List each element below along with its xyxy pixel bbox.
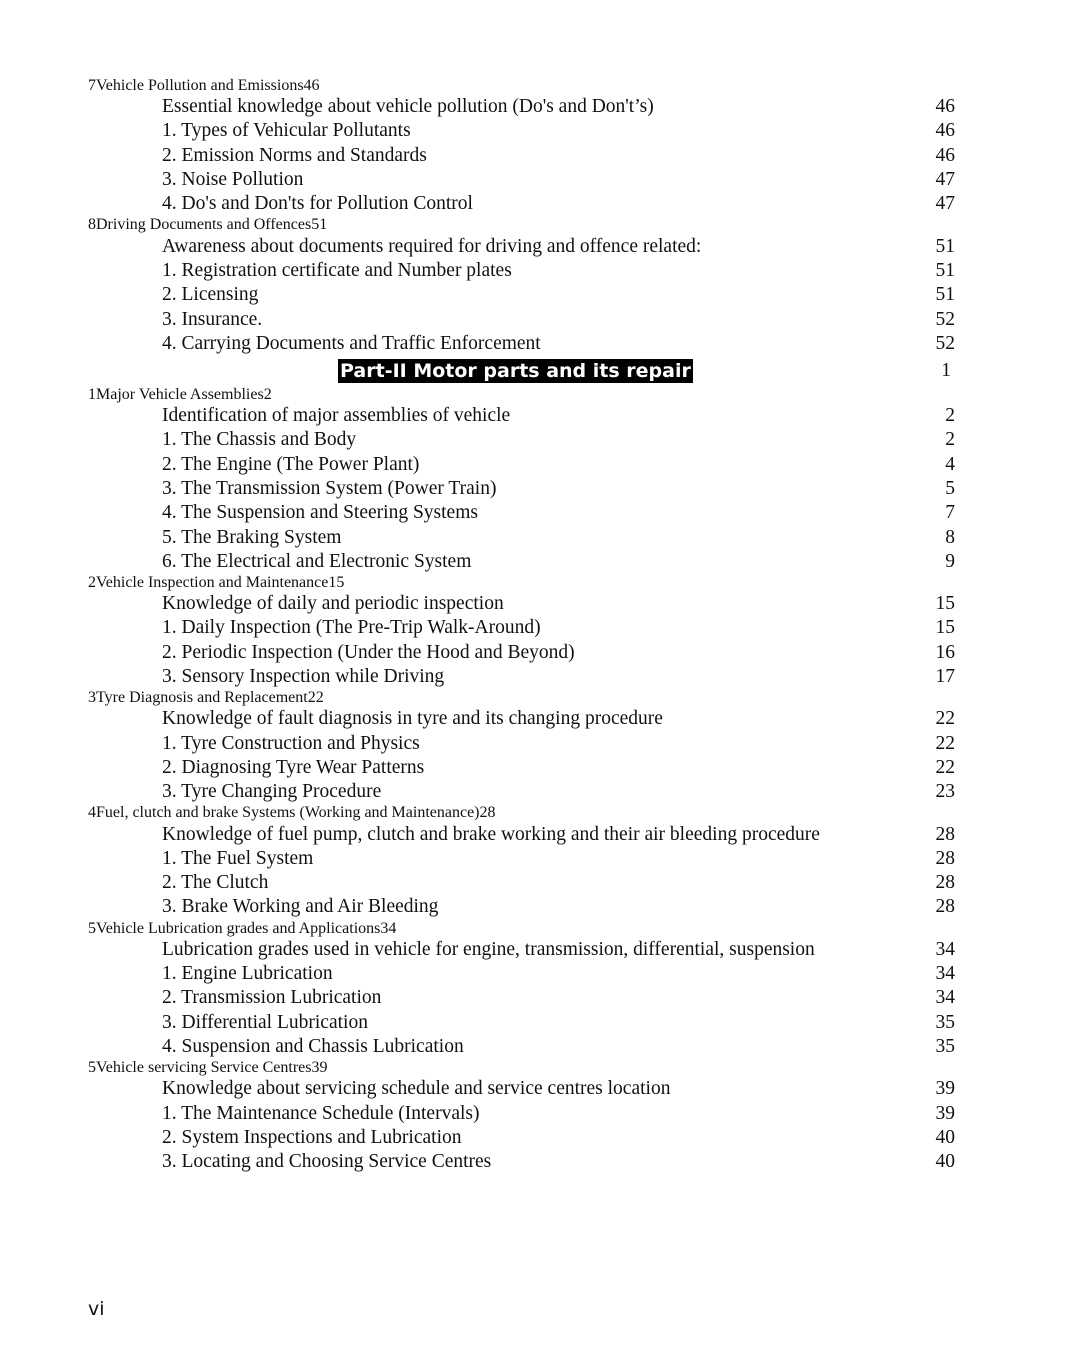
page-ref: 51 (935, 284, 955, 306)
item-title: 3. The Transmission System (Power Train) (162, 478, 497, 499)
chapter-row (88, 216, 995, 234)
item-title: 2. Periodic Inspection (Under the Hood and Beyond) (162, 641, 575, 663)
chapter-number: 4 (88, 804, 96, 822)
page-ref: 39 (311, 1059, 328, 1077)
item-title: 1. Daily Inspection (The Pre-Trip Walk-Around) (162, 617, 541, 639)
page-ref: 34 (380, 919, 397, 937)
page-ref: 22 (935, 732, 955, 754)
page-ref: 23 (935, 781, 955, 803)
page-ref: 15 (935, 617, 955, 639)
page-ref: 46 (303, 77, 320, 94)
chapter-row (88, 77, 995, 95)
item-title: Lubrication grades used in vehicle for engine, transmission, differential, suspension (162, 938, 815, 960)
item-title: 4. Do's and Don'ts for Pollution Control (162, 193, 473, 215)
toc-item-row (88, 847, 995, 871)
chapter-number: 1 (88, 385, 96, 403)
toc-item-row (88, 1126, 995, 1150)
toc-item-row (88, 501, 995, 525)
item-title: 1. The Maintenance Schedule (Intervals) (162, 1102, 480, 1124)
page-ref: 47 (935, 193, 955, 215)
toc-item-row (88, 192, 995, 216)
item-title: 3. Sensory Inspection while Driving (162, 666, 445, 688)
page-number: vi (88, 1298, 105, 1320)
page-ref: 28 (935, 872, 955, 894)
toc-item-row (88, 871, 995, 895)
chapter-number: 5 (88, 919, 96, 937)
chapter-number: 7 (88, 77, 96, 94)
page-ref: 5 (945, 478, 955, 499)
toc-item-row (88, 283, 995, 307)
page-ref: 52 (935, 308, 955, 330)
toc-item-row (88, 641, 995, 665)
chapter-title: Tyre Diagnosis and Replacement (96, 689, 308, 707)
item-title: 1. Tyre Construction and Physics (162, 732, 420, 754)
toc-item-row (88, 453, 995, 477)
toc-item-row (88, 144, 995, 168)
toc-item-row (88, 332, 995, 356)
chapter-row (88, 920, 995, 938)
item-title: 3. Insurance. (162, 308, 263, 330)
toc-item-row (88, 234, 995, 258)
item-title: 3. Brake Working and Air Bleeding (162, 896, 439, 918)
toc-item-row (88, 780, 995, 804)
page-ref: 40 (935, 1151, 955, 1173)
toc-item-row (88, 616, 995, 640)
page-ref: 39 (935, 1102, 955, 1124)
item-title: 2. The Engine (The Power Plant) (162, 453, 420, 475)
item-title: 1. Registration certificate and Number plates (162, 259, 512, 281)
item-title: 3. Locating and Choosing Service Centres (162, 1151, 492, 1173)
toc-item-row (88, 404, 995, 428)
item-title: 4. Suspension and Chassis Lubrication (162, 1035, 464, 1057)
page-ref: 2 (945, 405, 955, 427)
page-ref: 15 (935, 593, 955, 615)
page-ref: 9 (945, 550, 955, 572)
chapter-title: Vehicle Inspection and Maintenance (96, 574, 329, 592)
chapter-row (88, 804, 995, 822)
toc-item-row (88, 665, 995, 689)
chapter-number: 5 (88, 1059, 96, 1077)
toc-item-row (88, 525, 995, 549)
page-ref: 1 (941, 359, 951, 381)
page-ref: 34 (935, 938, 955, 960)
page-ref: 39 (935, 1078, 955, 1100)
item-title: 4. The Suspension and Steering Systems (162, 502, 478, 524)
part-heading-row (88, 356, 995, 386)
item-title: 1. The Chassis and Body (162, 429, 357, 451)
page-ref: 15 (328, 574, 345, 592)
page-ref: 7 (945, 502, 955, 524)
table-of-contents (88, 77, 995, 1174)
toc-item-row (88, 1101, 995, 1125)
toc-item-row (88, 962, 995, 986)
toc-item-row (88, 1150, 995, 1174)
page-ref: 17 (935, 666, 955, 688)
item-title: 2. System Inspections and Lubrication (162, 1126, 462, 1148)
item-title: 2. The Clutch (162, 872, 269, 894)
toc-item-row (88, 756, 995, 780)
chapter-row (88, 386, 995, 404)
toc-item-row (88, 307, 995, 331)
item-title: 4. Carrying Documents and Traffic Enforcement (162, 332, 541, 354)
item-title: 2. Emission Norms and Standards (162, 144, 427, 166)
page-ref: 46 (935, 120, 955, 142)
item-title: 1. Engine Lubrication (162, 963, 333, 985)
page-ref: 46 (935, 96, 955, 118)
item-title: Knowledge of fault diagnosis in tyre and its changing procedure (162, 708, 663, 730)
toc-item-row (88, 119, 995, 143)
item-title: Knowledge of fuel pump, clutch and brake working and their air bleeding procedure (162, 823, 820, 845)
item-title: 5. The Braking System (162, 526, 342, 548)
part-title: Part-II Motor parts and its repair (340, 359, 691, 382)
page-ref: 40 (935, 1126, 955, 1148)
toc-item-row (88, 550, 995, 574)
page-ref: 51 (311, 216, 328, 234)
chapter-title: Vehicle Lubrication grades and Applications (96, 919, 381, 937)
toc-item-row (88, 938, 995, 962)
chapter-number: 8 (88, 216, 96, 234)
page-ref: 16 (935, 641, 955, 663)
toc-item-row (88, 168, 995, 192)
item-title: 2. Diagnosing Tyre Wear Patterns (162, 756, 425, 778)
item-title: Awareness about documents required for driving and offence related: (162, 235, 702, 257)
item-title: 6. The Electrical and Electronic System (162, 550, 472, 572)
toc-item-row (88, 895, 995, 919)
page-ref: 2 (945, 429, 955, 451)
toc-item-row (88, 428, 995, 452)
page-ref: 28 (935, 896, 955, 918)
item-title: 3. Noise Pollution (162, 169, 304, 191)
toc-item-row (88, 477, 995, 501)
page-ref: 28 (479, 804, 496, 822)
item-title: 2. Transmission Lubrication (162, 987, 382, 1009)
item-title: 3. Differential Lubrication (162, 1011, 368, 1033)
page-ref: 22 (935, 708, 955, 730)
chapter-row (88, 1059, 995, 1077)
toc-item-row (88, 986, 995, 1010)
toc-item-row (88, 592, 995, 616)
page-ref: 35 (935, 1011, 955, 1033)
page-ref: 22 (307, 689, 324, 707)
item-title: 1. The Fuel System (162, 847, 314, 869)
item-title: 3. Tyre Changing Procedure (162, 781, 382, 803)
page-ref: 22 (935, 756, 955, 778)
page-ref: 47 (935, 169, 955, 191)
chapter-title: Vehicle Pollution and Emissions (96, 77, 304, 94)
page-ref: 34 (935, 963, 955, 985)
page-ref: 8 (945, 526, 955, 548)
page-ref: 4 (945, 453, 955, 475)
chapter-number: 3 (88, 689, 96, 707)
toc-item-row (88, 707, 995, 731)
page-ref: 2 (263, 385, 272, 403)
item-title: 2. Licensing (162, 284, 259, 306)
toc-item-row (88, 1011, 995, 1035)
chapter-title: Fuel, clutch and brake Systems (Working and Maintenance) (96, 804, 480, 822)
toc-item-row (88, 822, 995, 846)
toc-item-row (88, 1077, 995, 1101)
toc-item-row (88, 1035, 995, 1059)
toc-item-row (88, 95, 995, 119)
page-ref: 35 (935, 1035, 955, 1057)
chapter-number: 2 (88, 574, 96, 592)
page-ref: 28 (935, 847, 955, 869)
page-ref: 34 (935, 987, 955, 1009)
item-title: 1. Types of Vehicular Pollutants (162, 120, 411, 142)
page-ref: 51 (935, 259, 955, 281)
item-title: Identification of major assemblies of vehicle (162, 405, 511, 427)
chapter-title: Vehicle servicing Service Centres (96, 1059, 312, 1077)
page-ref: 28 (935, 823, 955, 845)
page-ref: 46 (935, 144, 955, 166)
page-ref: 51 (935, 235, 955, 257)
item-title: Knowledge of daily and periodic inspection (162, 593, 504, 615)
chapter-title: Major Vehicle Assemblies (96, 385, 264, 403)
chapter-row (88, 574, 995, 592)
chapter-row (88, 689, 995, 707)
chapter-title: Driving Documents and Offences (96, 216, 312, 234)
item-title: Knowledge about servicing schedule and service centres location (162, 1078, 671, 1100)
page-ref: 52 (935, 332, 955, 354)
item-title: Essential knowledge about vehicle pollution (Do's and Don't’s) (162, 96, 654, 118)
toc-item-row (88, 259, 995, 283)
toc-item-row (88, 732, 995, 756)
